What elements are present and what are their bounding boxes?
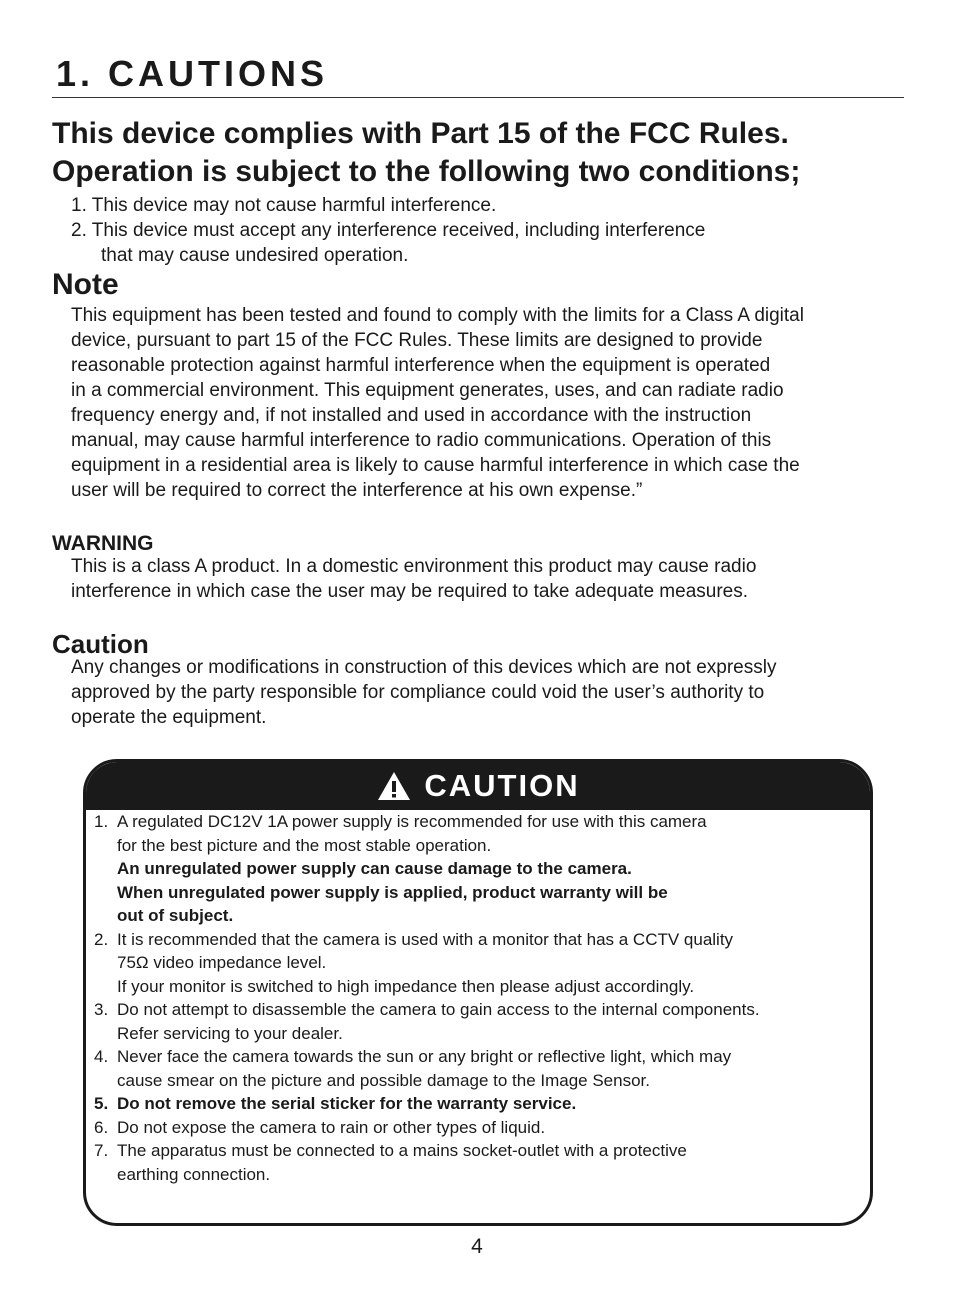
caution-item-6 [94,1116,862,1140]
caution-body [71,655,776,730]
caution-item-7 [94,1139,862,1186]
note-line: equipment in a residential area is likely to cause harmful interference in which case the [71,455,800,476]
fcc-heading-line: Operation is subject to the following two conditions; [52,155,801,188]
item-line: A regulated DC12V 1A power supply is recommended for use with this camera [117,812,707,831]
item-bold-line: out of subject. [117,906,234,925]
item-line: Do not expose the camera to rain or other types of liquid. [117,1117,546,1137]
caution-item-5 [94,1092,862,1116]
item-line: It is recommended that the camera is used with a monitor that has a CCTV quality [117,929,734,949]
caution-item-4 [94,1045,862,1092]
fcc-condition: 1. This device may not cause harmful interference. [71,195,497,216]
item-number: 5. [94,1094,109,1113]
item-line: Do not attempt to disassemble the camera to gain access to the internal components. [117,1000,760,1019]
page-number: 4 [471,1235,483,1258]
caution-list [94,810,862,1186]
caution-line: Any changes or modifications in construction of this devices which are not expressly [71,657,777,678]
fcc-conditions-list [71,193,705,268]
item-bold-line: An unregulated power supply can cause damage to the camera. [117,859,632,878]
caution-line: operate the equipment. [71,707,267,728]
item-line: 75Ω video impedance level. [117,953,327,972]
warning-triangle-icon [376,770,412,802]
item-number: 1. [94,812,109,831]
warning-line: This is a class A product. In a domestic environment this product may cause radio [71,556,757,577]
item-number: 3. [94,1000,109,1019]
note-body [71,303,804,503]
item-number: 7. [94,1141,109,1160]
note-line: frequency energy and, if not installed and used in accordance with the instruction [71,405,752,426]
note-line: manual, may cause harmful interference to radio communications. Operation of this [71,430,772,451]
item-line: for the best picture and the most stable operation. [117,835,492,855]
item-bold-line: Do not remove the serial sticker for the warranty service. [117,1094,577,1113]
item-line: cause smear on the picture and possible damage to the Image Sensor. [117,1070,650,1090]
warning-line: interference in which case the user may be required to take adequate measures. [71,581,748,602]
warning-body [71,554,756,604]
warning-heading: WARNING [52,532,154,555]
note-line: reasonable protection against harmful interference when the equipment is operated [71,355,771,376]
note-line: device, pursuant to part 15 of the FCC Rules. These limits are designed to provide [71,330,763,351]
item-line: earthing connection. [117,1164,271,1184]
item-bold-line: When unregulated power supply is applied, product warranty will be [117,882,668,902]
note-line: user will be required to correct the interference at his own expense.” [71,480,643,501]
caution-item-1 [94,810,862,928]
title-divider [52,97,904,98]
fcc-condition: 2. This device must accept any interference received, including interference [71,220,706,241]
caution-box-title: CAUTION [424,768,580,803]
fcc-heading-line: This device complies with Part 15 of the FCC Rules. [52,117,789,150]
item-line: If your monitor is switched to high impedance then please adjust accordingly. [117,976,695,996]
note-heading: Note [52,268,119,301]
caution-box [83,759,873,1226]
fcc-heading [52,115,800,191]
item-line: Never face the camera towards the sun or any bright or reflective light, which may [117,1047,732,1066]
caution-box-header [86,762,870,810]
caution-heading: Caution [52,629,149,659]
note-line: This equipment has been tested and found to comply with the limits for a Class A digital [71,305,804,326]
item-number: 4. [94,1047,109,1066]
page-title: 1. CAUTIONS [56,53,329,94]
caution-item-3 [94,998,862,1045]
caution-line: approved by the party responsible for compliance could void the user’s authority to [71,682,765,703]
item-number: 2. [94,929,109,949]
fcc-condition-continued: that may cause undesired operation. [101,245,409,266]
item-number: 6. [94,1117,109,1137]
caution-item-2 [94,928,862,999]
item-line: Refer servicing to your dealer. [117,1023,343,1043]
note-line: in a commercial environment. This equipment generates, uses, and can radiate radio [71,380,784,401]
item-line: The apparatus must be connected to a mains socket-outlet with a protective [117,1141,687,1160]
